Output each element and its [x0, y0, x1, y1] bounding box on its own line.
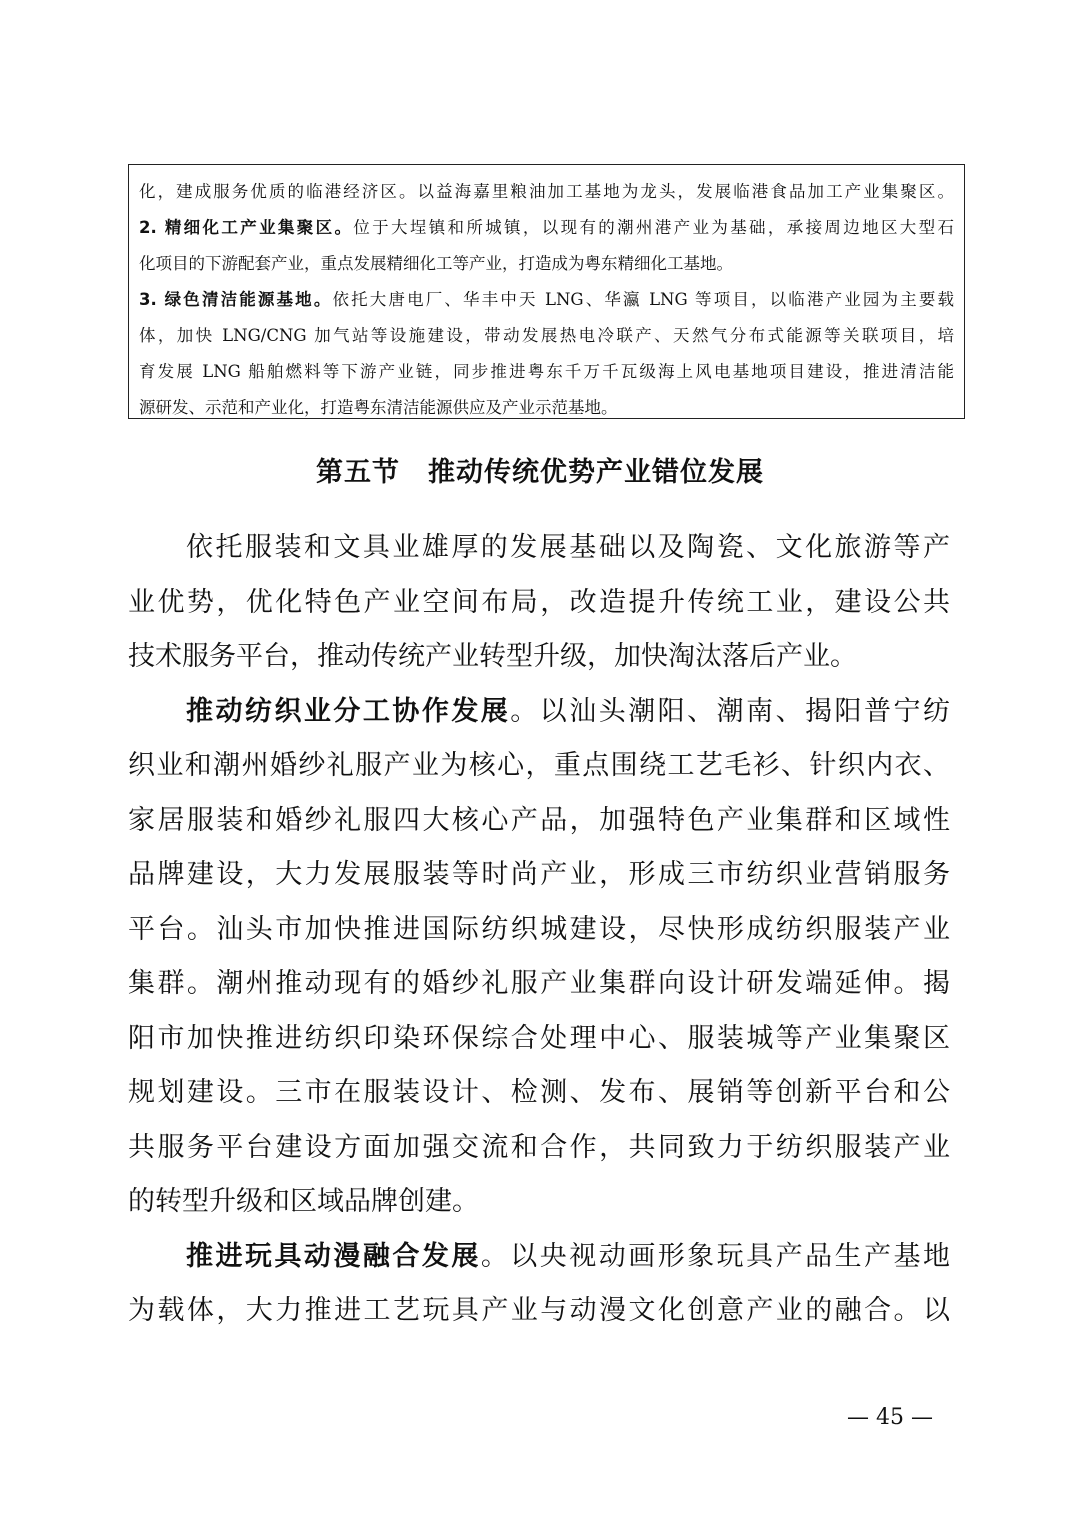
box-line: 体，加快 LNG/CNG 加气站等设施建设，带动发展热电冷联产、天然气分布式能源等关联项目，培 [139, 326, 954, 345]
paragraph-line [128, 685, 950, 740]
box-text: 依托大唐电厂、华丰中天 LNG、华瀛 LNG 等项目，以临港产业园为主要载 [332, 290, 954, 309]
body-text [128, 521, 950, 1339]
paragraph-line: 品牌建设，大力发展服装等时尚产业，形成三市纺织业营销服务 [128, 859, 950, 890]
section-heading: 第五节 推动传统优势产业错位发展 [316, 457, 764, 488]
paragraph-line: 集群。潮州推动现有的婚纱礼服产业集群向设计研发端延伸。揭 [128, 968, 950, 999]
box-line: 化项目的下游配套产业，重点发展精细化工等产业，打造成为粤东精细化工基地。 [139, 254, 733, 273]
paragraph-line: 为载体，大力推进工艺玩具产业与动漫文化创意产业的融合。以 [128, 1295, 950, 1326]
paragraph-lead: 推动纺织业分工协作发展 [186, 695, 511, 727]
box-line: 源研发、示范和产业化，打造粤东清洁能源供应及产业示范基地。 [139, 398, 618, 417]
paragraph-line: 家居服装和婚纱礼服四大核心产品，加强特色产业集群和区域性 [128, 804, 950, 836]
paragraph-line: 依托服装和文具业雄厚的发展基础以及陶瓷、文化旅游等产 [186, 532, 950, 563]
box-line: 化，建成服务优质的临港经济区。以益海嘉里粮油加工基地为龙头，发展临港食品加工产业集聚区。 [139, 182, 954, 201]
highlight-box [128, 164, 965, 419]
paragraph-text: 。以汕头潮阳、潮南、揭阳普宁纺 [510, 695, 950, 727]
box-line [139, 210, 954, 246]
paragraph-lead: 推进玩具动漫融合发展 [186, 1240, 481, 1272]
paragraph-line: 规划建设。三市在服装设计、检测、发布、展销等创新平台和公 [128, 1077, 950, 1108]
paragraph-line [128, 1230, 950, 1285]
paragraph-line: 业优势，优化特色产业空间布局，改造提升传统工业，建设公共 [128, 586, 950, 618]
paragraph-line: 的转型升级和区域品牌创建。 [128, 1186, 479, 1217]
box-line [139, 282, 954, 318]
paragraph-text: 。以央视动画形象玩具产品生产基地 [480, 1240, 950, 1272]
paragraph-line: 织业和潮州婚纱礼服产业为核心，重点围绕工艺毛衫、针织内衣、 [128, 750, 950, 781]
item-title: 3. 绿色清洁能源基地。 [139, 290, 333, 309]
box-line: 育发展 LNG 船舶燃料等下游产业链，同步推进粤东千万千瓦级海上风电基地项目建设，推进清洁能 [139, 362, 954, 381]
paragraph-line: 技术服务平台，推动传统产业转型升级，加快淘汰落后产业。 [128, 641, 857, 672]
paragraph-line: 共服务平台建设方面加强交流和合作，共同致力于纺织服装产业 [128, 1131, 950, 1163]
page-number: — 45 — [847, 1405, 933, 1430]
item-title: 2. 精细化工产业集聚区。 [139, 218, 354, 237]
box-text: 位于大埕镇和所城镇，以现有的潮州港产业为基础，承接周边地区大型石 [353, 218, 954, 237]
paragraph-line: 阳市加快推进纺织印染环保综合处理中心、服装城等产业集聚区 [128, 1022, 950, 1054]
paragraph-line: 平台。汕头市加快推进国际纺织城建设，尽快形成纺织服装产业 [128, 913, 950, 945]
